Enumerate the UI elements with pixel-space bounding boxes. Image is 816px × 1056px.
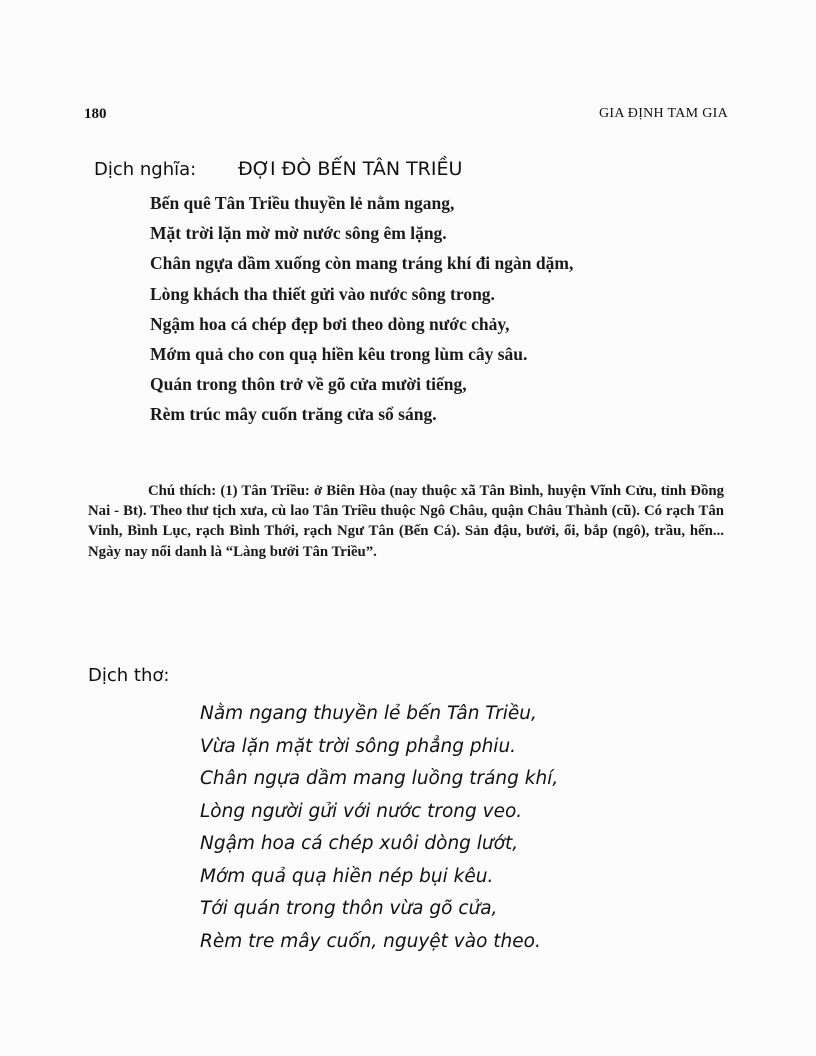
footnote-label: Chú thích: (148, 483, 217, 499)
footnote-text: (1) Tân Triều: ở Biên Hòa (nay thuộc xã Tân Bình, huyện Vĩnh Cửu, tỉnh Đồng Nai - Bt). Theo thư tịch xưa, cù lao Tân Triều thuộc Ngô Châu, quận Châu Thành (cũ). Có rạch Tân Vinh, Bình Lục, rạch Bình Thới, rạch Ngư Tân (Bến Cá). Sản đậu, bưởi, ổi, bắp (ngô), trầu, hến... Ngày nay nổi danh là “Làng bưởi Tân Triều”. (88, 483, 724, 560)
verse-line: Mớm quả quạ hiền nép bụi kêu. (200, 865, 494, 887)
translation-line: Mớm quả cho con quạ hiền kêu trong lùm cây sâu. (150, 344, 528, 365)
book-title: GIA ĐỊNH TAM GIA (598, 106, 728, 121)
running-head (84, 106, 728, 126)
translation-line: Quán trong thôn trở về gõ cửa mười tiếng, (150, 374, 467, 395)
poem-title: ĐỢI ĐÒ BẾN TÂN TRIỀU (237, 158, 463, 180)
verse-lines (200, 698, 558, 958)
footnote-paragraph (88, 481, 724, 562)
verse-line: Rèm tre mây cuốn, nguyệt vào theo. (200, 930, 541, 952)
translation-lines (150, 188, 573, 430)
translation-label: Dịch nghĩa: (94, 159, 197, 180)
translation-line: Chân ngựa dầm xuống còn mang tráng khí đi ngàn dặm, (150, 253, 574, 274)
verse-line: Tới quán trong thôn vừa gõ cửa, (200, 898, 498, 919)
translation-heading (94, 158, 462, 180)
verse-line: Ngậm hoa cá chép xuôi dòng lướt, (200, 833, 519, 854)
verse-line: Chân ngựa dầm mang luồng tráng khí, (200, 768, 559, 789)
verse-line: Lòng người gửi với nước trong veo. (200, 800, 523, 822)
translation-line: Lòng khách tha thiết gửi vào nước sông trong. (150, 283, 495, 304)
verse-heading: Dịch thơ: (88, 665, 170, 686)
translation-line: Mặt trời lặn mờ mờ nước sông êm lặng. (150, 223, 447, 244)
verse-line: Vừa lặn mặt trời sông phẳng phiu. (200, 735, 517, 757)
translation-line: Ngậm hoa cá chép đẹp bơi theo dòng nước chảy, (150, 313, 510, 334)
verse-line: Nằm ngang thuyền lẻ bến Tân Triều, (200, 703, 537, 724)
translation-line: Bến quê Tân Triều thuyền lẻ nằm ngang, (150, 193, 455, 213)
footnote (88, 481, 724, 562)
page-number: 180 (84, 106, 107, 122)
translation-line: Rèm trúc mây cuốn trăng cửa sổ sáng. (150, 404, 437, 425)
